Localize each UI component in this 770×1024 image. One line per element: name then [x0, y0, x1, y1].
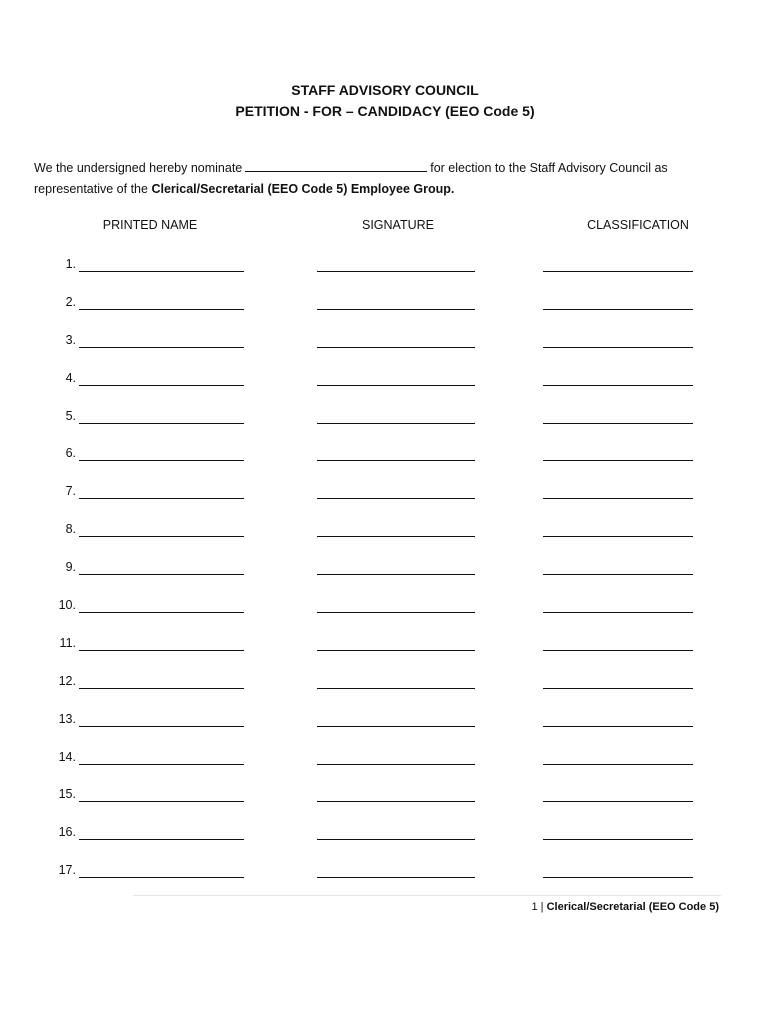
row-number: 5. — [65, 408, 76, 423]
row-number: 4. — [65, 370, 76, 385]
classification-field[interactable] — [543, 801, 693, 802]
signature-field[interactable] — [317, 839, 475, 840]
petition-row — [0, 291, 770, 329]
signature-field[interactable] — [317, 764, 475, 765]
petition-row — [0, 442, 770, 480]
row-number: 8. — [65, 522, 76, 537]
signature-field[interactable] — [317, 536, 475, 537]
classification-field[interactable] — [543, 271, 693, 272]
column-header-printed-name: PRINTED NAME — [102, 218, 198, 232]
petition-row — [0, 670, 770, 708]
page-subtitle: PETITION - FOR – CANDIDACY (EEO Code 5) — [235, 103, 535, 119]
petition-row — [0, 859, 770, 897]
classification-field[interactable] — [543, 839, 693, 840]
petition-row — [0, 746, 770, 784]
page-number: 1 — [531, 901, 538, 913]
row-number: 10. — [58, 598, 76, 613]
signature-field[interactable] — [317, 574, 475, 575]
footer-divider — [133, 895, 721, 896]
row-number: 12. — [58, 673, 76, 688]
signature-field[interactable] — [317, 877, 475, 878]
classification-field[interactable] — [543, 423, 693, 424]
printed-name-field[interactable] — [79, 612, 244, 613]
classification-field[interactable] — [543, 385, 693, 386]
petition-row — [0, 632, 770, 670]
petition-row — [0, 480, 770, 518]
signature-field[interactable] — [317, 460, 475, 461]
column-header-classification: CLASSIFICATION — [587, 218, 689, 232]
printed-name-field[interactable] — [79, 650, 244, 651]
classification-field[interactable] — [543, 688, 693, 689]
signature-field[interactable] — [317, 801, 475, 802]
printed-name-field[interactable] — [79, 498, 244, 499]
printed-name-field[interactable] — [79, 574, 244, 575]
petition-row — [0, 367, 770, 405]
signature-field[interactable] — [317, 347, 475, 348]
row-number: 1. — [65, 257, 76, 271]
row-number: 7. — [65, 484, 76, 499]
row-number: 11. — [59, 635, 76, 650]
printed-name-field[interactable] — [79, 688, 244, 689]
printed-name-field[interactable] — [79, 271, 244, 272]
classification-field[interactable] — [543, 650, 693, 651]
signature-field[interactable] — [317, 498, 475, 499]
petition-row — [0, 556, 770, 594]
signature-rows — [0, 253, 770, 897]
classification-field[interactable] — [543, 347, 693, 348]
footer-separator: | — [540, 901, 544, 913]
row-number: 16. — [58, 825, 76, 840]
petition-row — [0, 518, 770, 556]
printed-name-field[interactable] — [79, 309, 244, 310]
printed-name-field[interactable] — [79, 726, 244, 727]
row-number: 15. — [58, 787, 76, 802]
printed-name-field[interactable] — [79, 536, 244, 537]
printed-name-field[interactable] — [79, 423, 244, 424]
row-number: 2. — [65, 294, 76, 309]
classification-field[interactable] — [543, 536, 693, 537]
column-header-signature: SIGNATURE — [362, 218, 434, 232]
printed-name-field[interactable] — [79, 877, 244, 878]
signature-field[interactable] — [317, 726, 475, 727]
petition-row — [0, 821, 770, 859]
signature-field[interactable] — [317, 271, 475, 272]
petition-row — [0, 708, 770, 746]
page-footer — [531, 900, 719, 914]
classification-field[interactable] — [543, 574, 693, 575]
classification-field[interactable] — [543, 309, 693, 310]
employee-group-label: Clerical/Secretarial (EEO Code 5) Employee Group. — [151, 182, 455, 196]
signature-field[interactable] — [317, 650, 475, 651]
printed-name-field[interactable] — [79, 764, 244, 765]
classification-field[interactable] — [543, 726, 693, 727]
nomination-statement — [34, 158, 734, 200]
classification-field[interactable] — [543, 498, 693, 499]
row-number: 3. — [65, 332, 76, 347]
petition-row — [0, 405, 770, 443]
classification-field[interactable] — [543, 877, 693, 878]
printed-name-field[interactable] — [79, 839, 244, 840]
nominee-blank-field[interactable] — [245, 159, 427, 172]
printed-name-field[interactable] — [79, 460, 244, 461]
row-number: 14. — [58, 749, 76, 764]
petition-row — [0, 329, 770, 367]
printed-name-field[interactable] — [79, 385, 244, 386]
page-title: STAFF ADVISORY COUNCIL — [291, 82, 479, 98]
row-number: 17. — [58, 863, 76, 878]
signature-field[interactable] — [317, 612, 475, 613]
intro-text-start: We the undersigned hereby nominate — [34, 161, 243, 175]
signature-field[interactable] — [317, 309, 475, 310]
signature-field[interactable] — [317, 688, 475, 689]
classification-field[interactable] — [543, 764, 693, 765]
classification-field[interactable] — [543, 612, 693, 613]
row-number: 6. — [65, 446, 76, 461]
row-number: 13. — [58, 711, 76, 726]
footer-label: Clerical/Secretarial (EEO Code 5) — [546, 901, 719, 913]
petition-row — [0, 783, 770, 821]
printed-name-field[interactable] — [79, 801, 244, 802]
classification-field[interactable] — [543, 460, 693, 461]
signature-field[interactable] — [317, 423, 475, 424]
row-number: 9. — [65, 560, 76, 575]
petition-row — [0, 594, 770, 632]
petition-row — [0, 253, 770, 291]
signature-field[interactable] — [317, 385, 475, 386]
intro-text-middle: for election to the Staff Advisory Council as representative of the — [34, 161, 668, 196]
printed-name-field[interactable] — [79, 347, 244, 348]
